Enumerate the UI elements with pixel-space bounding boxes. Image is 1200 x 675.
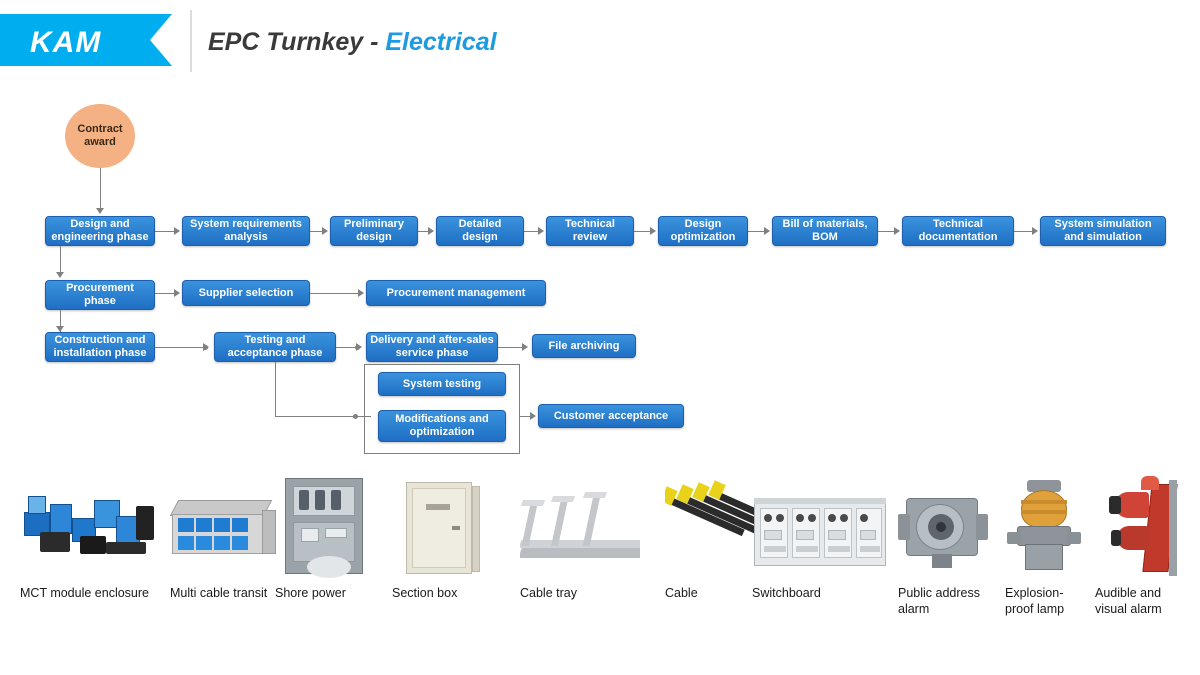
flow-node-supplier-selection[interactable] [182,280,310,306]
connector-arrow-right [428,227,434,235]
page-title-main: EPC Turnkey - [208,28,386,56]
flow-node-label: Preliminary design [344,218,404,243]
connector-arrow-right [522,343,528,351]
flow-node-design-and-engineering-phase[interactable] [45,216,155,246]
flow-node-preliminary-design[interactable] [330,216,418,246]
flow-node-technical-review[interactable] [546,216,634,246]
explosion-proof-lamp-image [1005,470,1091,580]
flow-node-modifications-and-optimization[interactable] [378,410,506,442]
product-item-shore-power[interactable] [275,470,385,602]
connector-arrow-right [174,289,180,297]
connector-r1-1 [155,231,176,232]
flow-node-label: Detailed design [458,218,502,243]
switchboard-image [752,470,892,580]
section-box-image [392,470,502,580]
flow-node-technical-documentation[interactable] [902,216,1014,246]
product-item-mct-module-enclosure[interactable] [20,470,160,602]
product-label: Switchboard [752,586,821,600]
flow-node-system-requirements-analysis[interactable] [182,216,310,246]
page-title [208,28,497,57]
page-header [0,0,1200,88]
connector-arrow-right [538,227,544,235]
product-item-explosion-proof-lamp[interactable] [1005,470,1091,617]
flow-node-procurement-management[interactable] [366,280,546,306]
product-label: Cable [665,586,698,600]
flow-node-bill-of-materials[interactable] [772,216,878,246]
connector-arrow-right [530,412,536,420]
connector-r2-1 [155,293,176,294]
product-label: Explosion-proof lamp [1005,586,1065,616]
mct-module-enclosure-image [20,470,160,580]
connector-arrow-right [894,227,900,235]
connector-arrow-right [764,227,770,235]
connector-arrow-right [650,227,656,235]
flow-node-label: Technical documentation [918,218,998,243]
shore-power-image [275,470,385,580]
flow-node-label: Delivery and after-sales service phase [370,334,494,359]
cable-tray-image [520,470,640,580]
product-item-multi-cable-transit[interactable] [170,470,280,602]
flow-node-testing-and-acceptance-phase[interactable] [214,332,336,362]
public-address-alarm-image [898,470,998,580]
product-label: Section box [392,586,458,600]
flow-node-construction-and-installation-phase[interactable] [45,332,155,362]
connector-junction-dot [353,414,358,419]
product-label: Public address alarm [898,586,980,616]
connector-r1-8 [1014,231,1034,232]
flow-node-design-optimization[interactable] [658,216,748,246]
flow-node-procurement-phase[interactable] [45,280,155,310]
flow-node-label: File archiving [548,339,620,352]
product-label: Multi cable transit [170,586,268,600]
connector-arrow-right [1032,227,1038,235]
product-item-audible-and-visual-alarm[interactable] [1095,470,1191,617]
flow-node-detailed-design[interactable] [436,216,524,246]
flow-node-delivery-and-after-sales-service-phase[interactable] [366,332,498,362]
connector-junction-dot [355,345,360,350]
connector-design-to-procurement [60,246,61,274]
connector-arrow-down [96,208,104,214]
flow-node-label: Modifications and optimization [395,413,489,438]
flow-node-label: Construction and installation phase [53,334,147,359]
flow-node-label: System requirements analysis [190,218,302,243]
flow-node-label: Procurement management [386,286,526,299]
flow-node-label: Procurement phase [66,282,134,307]
connector-r3-1 [155,347,205,348]
connector-arrow-right [174,227,180,235]
brand-logo-text: KAM [30,26,102,59]
product-label: Shore power [275,586,346,600]
multi-cable-transit-image [170,470,280,580]
flow-node-label: Testing and acceptance phase [227,334,323,359]
product-gallery [0,470,1200,675]
connector-arrow-right [322,227,328,235]
product-label: Cable tray [520,586,577,600]
product-item-cable-tray[interactable] [520,470,640,602]
product-item-section-box[interactable] [392,470,502,602]
flow-node-system-testing[interactable] [378,372,506,396]
connector-r3-3 [498,347,524,348]
connector-junction-dot [203,345,208,350]
flow-node-label: Design optimization [670,218,736,243]
product-label: MCT module enclosure [20,586,149,600]
flow-node-customer-acceptance[interactable] [538,404,684,428]
flow-node-label: System simulation and simulation [1054,218,1152,243]
connector-start-to-design [100,168,101,210]
connector-arrow-right [358,289,364,297]
connector-testing-down [275,362,276,416]
product-item-public-address-alarm[interactable] [898,470,998,617]
flow-node-file-archiving[interactable] [532,334,636,358]
connector-r2-2 [310,293,360,294]
connector-arrow-down [56,272,64,278]
header-divider [190,10,192,72]
flow-node-contract-award[interactable] [65,104,135,168]
brand-logo-band-tip [150,14,172,66]
page-title-accent: Electrical [385,28,497,56]
flow-node-label: Technical review [565,218,615,243]
product-label: Audible and visual alarm [1095,586,1162,616]
flow-node-label: Design and engineering phase [51,218,149,243]
audible-and-visual-alarm-image [1095,470,1191,580]
flow-node-system-simulation[interactable] [1040,216,1166,246]
flow-node-label: Supplier selection [198,286,294,299]
process-flow-diagram [0,88,1200,468]
flow-node-label: Customer acceptance [553,409,669,422]
flow-node-label: Contract award [77,122,123,148]
product-item-switchboard[interactable] [752,470,892,602]
flow-node-label: System testing [402,377,482,390]
flow-node-label: Bill of materials, BOM [782,218,868,243]
